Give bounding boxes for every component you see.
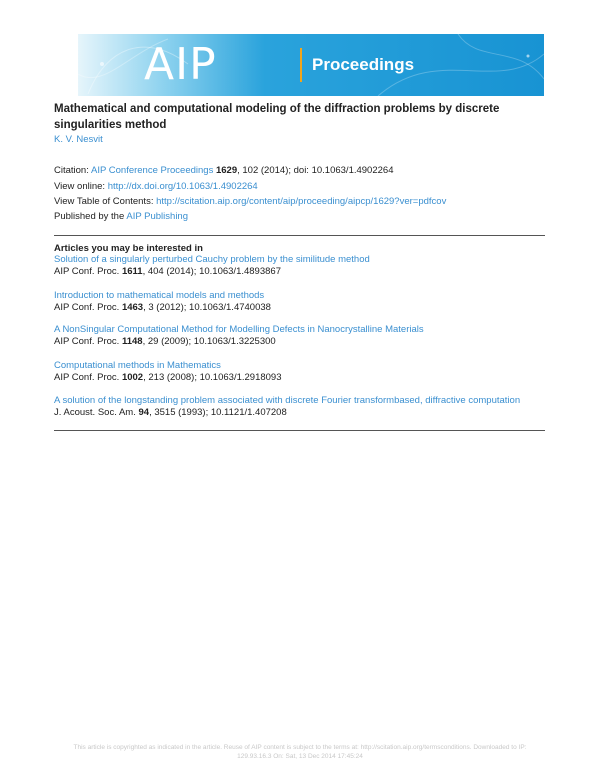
related-article-link[interactable]: Introduction to mathematical models and methods: [54, 290, 265, 301]
related-article: [54, 290, 544, 314]
related-article-reference: AIP Conf. Proc. 1002, 213 (2008); 10.1063/1.2918093: [54, 372, 282, 383]
related-article: [54, 360, 544, 384]
citation-rest: , 102 (2014); doi: 10.1063/1.4902264: [237, 165, 394, 176]
related-article: [54, 254, 544, 278]
view-online-link[interactable]: http://dx.doi.org/10.1063/1.4902264: [107, 181, 258, 192]
aip-logo: AIP: [144, 39, 217, 90]
related-article: [54, 324, 544, 348]
bottom-divider: [54, 430, 545, 431]
related-article: [54, 395, 544, 419]
published-line: [54, 211, 188, 223]
top-divider: [54, 235, 545, 236]
related-article-link[interactable]: Solution of a singularly perturbed Cauchy problem by the similitude method: [54, 254, 370, 265]
aip-proceedings-banner: [78, 34, 544, 96]
related-article-link[interactable]: Computational methods in Mathematics: [54, 360, 221, 371]
related-article-link[interactable]: A solution of the longstanding problem associated with discrete Fourier transformbased, diffractive computation: [54, 395, 521, 406]
citation-label: Citation:: [54, 165, 89, 176]
view-toc-line: [54, 196, 446, 208]
citation-journal-link[interactable]: AIP Conference Proceedings: [90, 165, 214, 176]
related-article-reference: AIP Conf. Proc. 1148, 29 (2009); 10.1063/1.3225300: [54, 336, 276, 347]
proceedings-label: Proceedings: [312, 55, 415, 74]
footer-line-1: This article is copyrighted as indicated in the article. Reuse of AIP content is subject to the terms at: http://scitation.aip.org/termsconditions. Downloaded to IP:: [73, 744, 527, 751]
view-online-label: View online:: [54, 181, 106, 192]
footer-line-2: 129.93.16.3 On: Sat, 13 Dec 2014 17:45:24: [237, 753, 363, 760]
articles-heading: Articles you may be interested in: [54, 243, 203, 254]
view-toc-label: View Table of Contents:: [54, 196, 154, 207]
related-article-reference: AIP Conf. Proc. 1611, 404 (2014); 10.1063/1.4893867: [54, 266, 281, 277]
related-article-reference: AIP Conf. Proc. 1463, 3 (2012); 10.1063/1.4740038: [54, 302, 271, 313]
citation-volume: 1629: [215, 165, 238, 176]
related-article-link[interactable]: A NonSingular Computational Method for Modelling Defects in Nanocrystalline Materials: [54, 324, 424, 335]
citation-line: [54, 165, 393, 177]
copyright-footer: [30, 743, 570, 761]
publisher-link[interactable]: AIP Publishing: [126, 211, 188, 222]
author-link[interactable]: K. V. Nesvit: [54, 134, 103, 145]
view-toc-link[interactable]: http://scitation.aip.org/content/aip/proceeding/aipcp/1629?ver=pdfcov: [156, 196, 447, 207]
logo-divider: [300, 48, 302, 82]
related-article-reference: J. Acoust. Soc. Am. 94, 3515 (1993); 10.1121/1.407208: [54, 407, 287, 418]
article-title: Mathematical and computational modeling of the diffraction problems by discrete singularities method: [54, 103, 500, 131]
published-label: Published by the: [54, 211, 125, 222]
view-online-line: [54, 181, 258, 193]
